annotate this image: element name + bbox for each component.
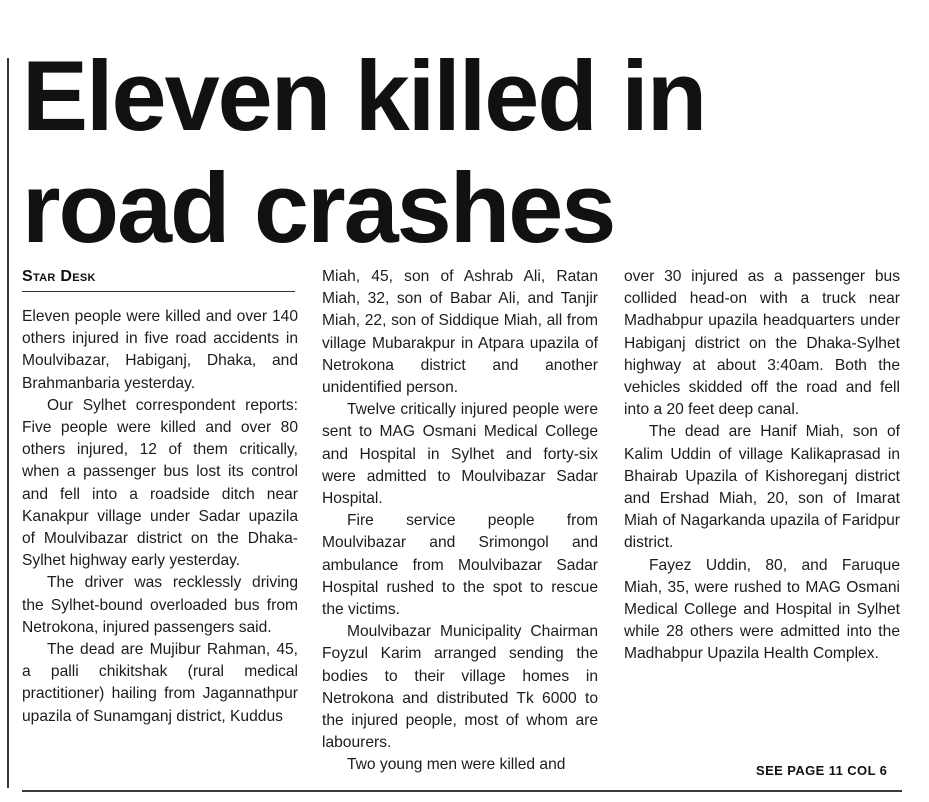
paragraph: Fire service people from Moulvibazar and Srimongol and ambulance from Moulvibazar Sadar Hospital rushed to the spot to rescue the victims. [322,512,598,619]
paragraph: The driver was recklessly driving the Sylhet-bound overloaded bus from Netrokona, injured passengers said. [22,574,298,636]
paragraph: The dead are Hanif Miah, son of Kalim Uddin of village Kalikaprasad in Bhairab Upazila of Kishoreganj district and Ershad Miah, 20, son of Imarat Miah of Nagarkanda upazila of Faridpur district. [624,423,900,552]
article-column-2 [322,266,598,777]
paragraph: Our Sylhet correspondent reports: Five people were killed and over 80 others injured, 12 of them critically, when a passenger bus lost its control and fell into a roadside ditch near Kanakpur village under Sadar upazila of Moulvibazar district on the Dhaka-Sylhet highway early yesterday. [22,396,298,570]
headline: Eleven killed in road crashes [22,40,706,263]
left-column-rule [7,58,9,788]
paragraph: Moulvibazar Municipality Chairman Foyzul Karim arranged sending the bodies to their village homes in Netrokona and distributed Tk 6000 to the injured people, most of whom are labourers. [322,623,598,752]
bottom-rule [22,790,902,792]
paragraph: The dead are Mujibur Rahman, 45, a palli chikitshak (rural medical practitioner) hailing from Jagannathpur upazila of Sunamganj district, Kuddus [22,641,298,725]
paragraph: Two young men were killed and [347,756,566,774]
paragraph: over 30 injured as a passenger bus collided head-on with a truck near Madhabpur upazila headquarters under Habiganj district on the Dhaka-Sylhet highway at about 3:40am. Both the vehicles skidded off the road and fell into a 20 feet deep canal. [624,268,900,419]
article-column-3 [624,266,900,666]
byline: Star Desk [22,268,295,292]
article-column-1 [22,306,298,728]
paragraph: Twelve critically injured people were sent to MAG Osmani Medical College and Hospital in Sylhet and forty-six were admitted to Moulvibazar Sadar Hospital. [322,401,598,508]
paragraph: Miah, 45, son of Ashrab Ali, Ratan Miah, 32, son of Babar Ali, and Tanjir Miah, 22, son of Siddique Miah, all from village Mubarakpur in Atpara upazila of Netrokona district and another unidentified person. [322,268,598,397]
paragraph: Fayez Uddin, 80, and Faruque Miah, 35, were rushed to MAG Osmani Medical College and Hospital in Sylhet while 28 others were admitted into the Madhabpur Upazila Health Complex. [624,556,900,663]
continuation-jump-line: SEE PAGE 11 COL 6 [756,763,888,778]
paragraph: Eleven people were killed and over 140 others injured in five road accidents in Moulvibazar, Habiganj, Dhaka, and Brahmanbaria yesterday. [22,308,298,392]
